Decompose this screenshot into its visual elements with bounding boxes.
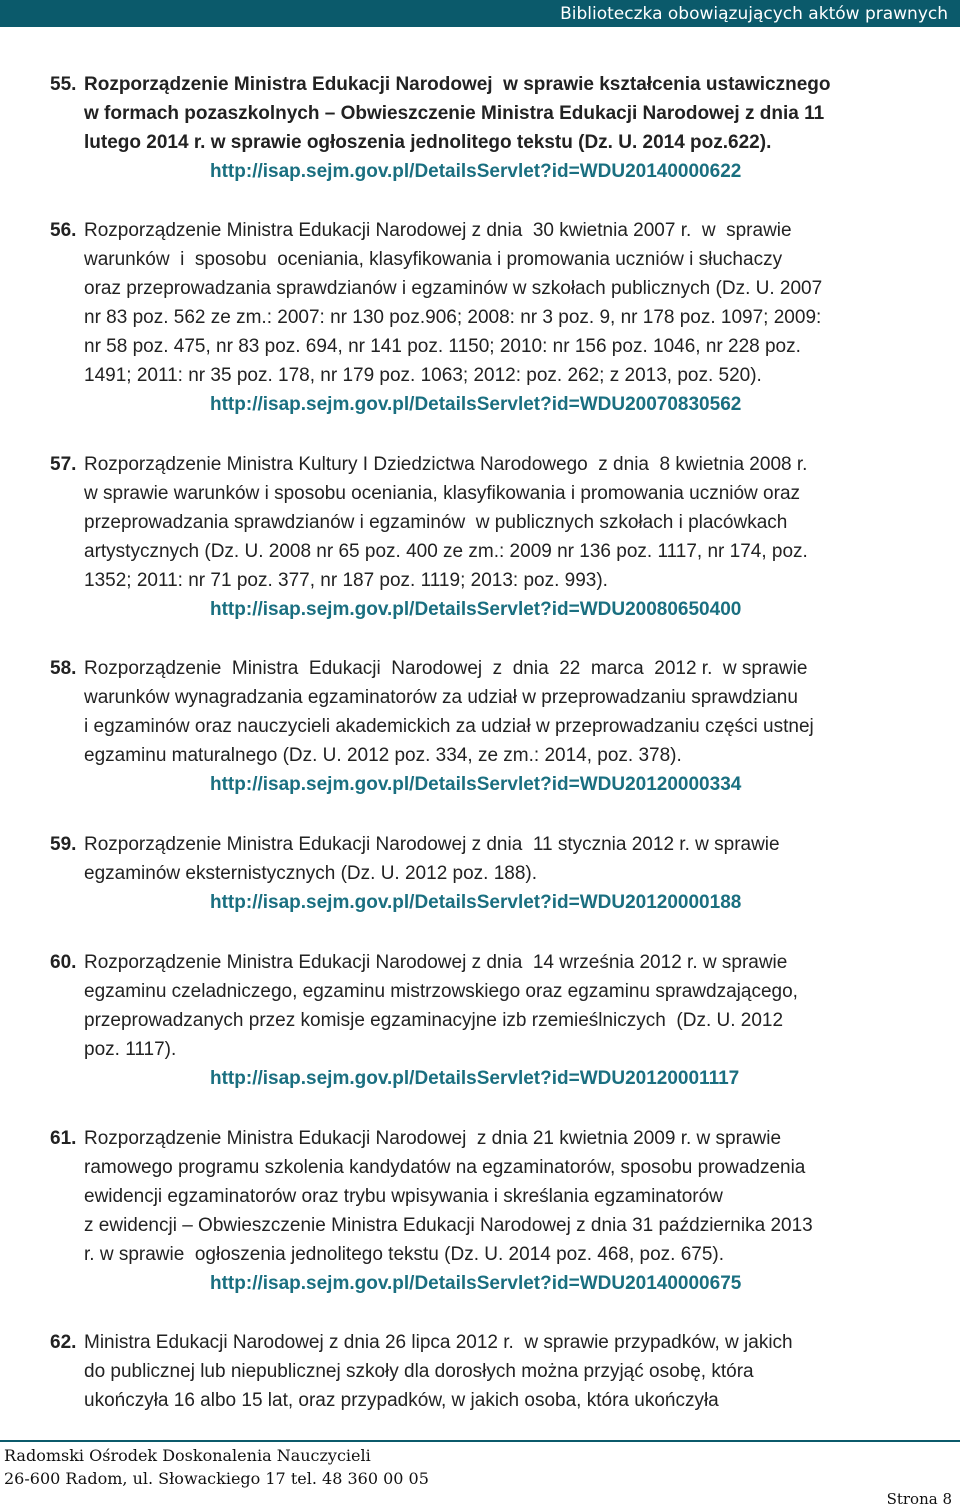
page-footer (0, 1440, 960, 1508)
entry-line: 1352; 2011: nr 71 poz. 377, nr 187 poz. 1119; 2013: poz. 993). (84, 570, 608, 591)
entry-line: ewidencji egzaminatorów oraz trybu wpisywania i skreślania egzaminatorów (84, 1186, 723, 1207)
entry-line: w sprawie warunków i sposobu oceniania, klasyfikowania i promowania uczniów oraz (84, 483, 801, 504)
footer-address: 26-600 Radom, ul. Słowackiego 17 tel. 48 360 00 05 (4, 1469, 429, 1488)
entry-line: i egzaminów oraz nauczycieli akademickich za udział w przeprowadzaniu części ustnej (84, 716, 814, 737)
entry-line: ukończyła 16 albo 15 lat, oraz przypadków, w jakich osoba, która ukończyła (84, 1390, 719, 1411)
entry-line: r. w sprawie ogłoszenia jednolitego tekstu (Dz. U. 2014 poz. 468, poz. 675). (84, 1244, 725, 1265)
entry-line: nr 58 poz. 475, nr 83 poz. 694, nr 141 poz. 1150; 2010: nr 156 poz. 1046, nr 228 poz. (84, 336, 801, 357)
entry-number: 61. (50, 1128, 77, 1149)
entry-url-link[interactable]: http://isap.sejm.gov.pl/DetailsServlet?id=WDU20120001117 (210, 1068, 740, 1089)
entry-59 (50, 830, 930, 917)
entry-line: ramowego programu szkolenia kandydatów na egzaminatorów, sposobu prowadzenia (84, 1157, 806, 1178)
entry-58 (50, 654, 930, 799)
entry-62 (50, 1328, 930, 1415)
entry-line: Rozporządzenie Ministra Edukacji Narodowej z dnia 14 września 2012 r. w sprawie (84, 952, 788, 973)
entry-line: z ewidencji – Obwieszczenie Ministra Edukacji Narodowej z dnia 31 października 2013 (84, 1215, 813, 1236)
entry-line: egzaminu maturalnego (Dz. U. 2012 poz. 334, ze zm.: 2014, poz. 378). (84, 745, 682, 766)
entry-number: 55. (50, 74, 77, 95)
entry-line: przeprowadzania sprawdzianów i egzaminów w publicznych szkołach i placówkach (84, 512, 788, 533)
entry-number: 62. (50, 1332, 77, 1353)
entry-line: w formach pozaszkolnych – Obwieszczenie Ministra Edukacji Narodowej z dnia 11 (84, 103, 825, 124)
entry-line: Rozporządzenie Ministra Edukacji Narodowej z dnia 22 marca 2012 r. w sprawie (84, 658, 808, 679)
entry-number: 58. (50, 658, 77, 679)
entry-line: do publicznej lub niepublicznej szkoły dla dorosłych można przyjąć osobę, która (84, 1361, 754, 1382)
entry-url-link[interactable]: http://isap.sejm.gov.pl/DetailsServlet?id=WDU20120000188 (210, 892, 742, 913)
entry-line: egzaminu czeladniczego, egzaminu mistrzowskiego oraz egzaminu sprawdzającego, (84, 981, 798, 1002)
entry-number: 60. (50, 952, 77, 973)
entry-line: Rozporządzenie Ministra Edukacji Narodowej z dnia 21 kwietnia 2009 r. w sprawie (84, 1128, 782, 1149)
entry-line: egzaminów eksternistycznych (Dz. U. 2012 poz. 188). (84, 863, 538, 884)
entry-line: oraz przeprowadzania sprawdzianów i egzaminów w szkołach publicznych (Dz. U. 2007 (84, 278, 823, 299)
page-number: Strona 8 (886, 1490, 952, 1508)
entry-url-link[interactable]: http://isap.sejm.gov.pl/DetailsServlet?id=WDU20140000622 (210, 161, 742, 182)
header-title: Biblioteczka obowiązujących aktów prawnych (560, 3, 948, 24)
header-bar (0, 0, 960, 27)
entry-line: warunków i sposobu oceniania, klasyfikowania i promowania uczniów i słuchaczy (84, 249, 783, 270)
entry-number: 56. (50, 220, 77, 241)
footer-organization: Radomski Ośrodek Doskonalenia Nauczycieli (4, 1446, 371, 1465)
entry-line: Ministra Edukacji Narodowej z dnia 26 lipca 2012 r. w sprawie przypadków, w jakich (84, 1332, 793, 1353)
entry-line: nr 83 poz. 562 ze zm.: 2007: nr 130 poz.906; 2008: nr 3 poz. 9, nr 178 poz. 1097; 2009: (84, 307, 822, 328)
entry-line: poz. 1117). (84, 1039, 177, 1060)
entry-url-link[interactable]: http://isap.sejm.gov.pl/DetailsServlet?id=WDU20140000675 (210, 1273, 742, 1294)
entry-number: 59. (50, 834, 77, 855)
entry-line: Rozporządzenie Ministra Edukacji Narodowej z dnia 11 stycznia 2012 r. w sprawie (84, 834, 780, 855)
entry-url-link[interactable]: http://isap.sejm.gov.pl/DetailsServlet?id=WDU20080650400 (210, 599, 742, 620)
entry-line: 1491; 2011: nr 35 poz. 178, nr 179 poz. 1063; 2012: poz. 262; z 2013, poz. 520). (84, 365, 762, 386)
entry-55 (50, 70, 930, 186)
entry-line: Rozporządzenie Ministra Kultury I Dziedzictwa Narodowego z dnia 8 kwietnia 2008 r. (84, 454, 808, 475)
entry-60 (50, 948, 930, 1093)
entry-url-link[interactable]: http://isap.sejm.gov.pl/DetailsServlet?id=WDU20070830562 (210, 394, 742, 415)
entry-number: 57. (50, 454, 77, 475)
entry-line: artystycznych (Dz. U. 2008 nr 65 poz. 400 ze zm.: 2009 nr 136 poz. 1117, nr 174, poz. (84, 541, 808, 562)
entry-line: warunków wynagradzania egzaminatorów za udział w przeprowadzaniu sprawdzianu (84, 687, 798, 708)
entry-line: Rozporządzenie Ministra Edukacji Narodowej z dnia 30 kwietnia 2007 r. w sprawie (84, 220, 792, 241)
entry-61 (50, 1124, 930, 1298)
entry-57 (50, 450, 930, 624)
entry-line: Rozporządzenie Ministra Edukacji Narodowej w sprawie kształcenia ustawicznego (84, 74, 831, 95)
entry-line: lutego 2014 r. w sprawie ogłoszenia jednolitego tekstu (Dz. U. 2014 poz.622). (84, 132, 772, 153)
entry-url-link[interactable]: http://isap.sejm.gov.pl/DetailsServlet?id=WDU20120000334 (210, 774, 742, 795)
entry-line: przeprowadzanych przez komisje egzaminacyjne izb rzemieślniczych (Dz. U. 2012 (84, 1010, 784, 1031)
entry-56 (50, 216, 930, 419)
